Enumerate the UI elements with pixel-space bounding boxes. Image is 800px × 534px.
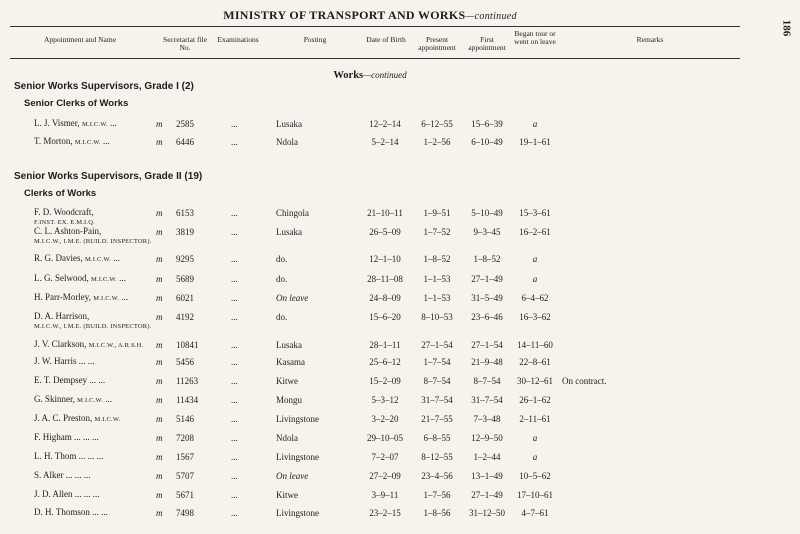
present-appointment: 21–7–55 (421, 414, 453, 424)
posting: Lusaka (276, 227, 302, 237)
file-number: 2585 (176, 119, 194, 129)
table-row (0, 395, 760, 415)
examinations: ... (231, 254, 238, 264)
tour-date: a (532, 452, 538, 462)
col-header-first: First appointment (468, 35, 506, 52)
tour-date: 15–3–61 (519, 208, 551, 218)
file-number: 11434 (176, 395, 199, 405)
tour-date: 4–7–61 (521, 508, 549, 518)
leader-dots: ... ... ... (74, 432, 99, 442)
date-of-birth: 29–10–05 (367, 433, 403, 443)
first-appointment: 23–6–46 (471, 312, 503, 322)
sex-cell: m (156, 119, 163, 129)
tour-date: 2–11–61 (519, 414, 551, 424)
col-header-appointment: Appointment and Name (43, 35, 117, 44)
posting: Kitwe (276, 490, 298, 500)
leader-dots: ... ... (78, 356, 95, 366)
group-title: Senior Works Supervisors, Grade II (19) (14, 171, 203, 182)
present-appointment: 1–2–56 (423, 137, 451, 147)
file-number: 6153 (176, 208, 194, 218)
date-of-birth: 25–6–12 (369, 357, 401, 367)
table-row (0, 254, 760, 274)
posting: do. (276, 274, 288, 284)
present-appointment: 1–8–52 (423, 254, 451, 264)
first-appointment: 31–5–49 (471, 293, 503, 303)
table-row (0, 208, 760, 228)
table-row (0, 293, 760, 313)
name-cell (34, 452, 152, 461)
sex-cell: m (156, 254, 163, 264)
name-cell (34, 490, 152, 499)
table-row (0, 312, 760, 332)
sex-cell: m (156, 508, 163, 518)
sex-cell: m (156, 414, 163, 424)
staff-name: J. D. Allen (34, 489, 73, 499)
examinations: ... (231, 414, 238, 424)
tour-date: 6–4–62 (521, 293, 549, 303)
header-rule (10, 26, 740, 27)
sex-cell: m (156, 227, 163, 237)
col-header-remarks: Remarks (636, 35, 664, 44)
posting: Ndola (276, 137, 298, 147)
sex-cell: m (156, 312, 163, 322)
file-number: 3819 (176, 227, 194, 237)
tour-date: a (532, 254, 538, 264)
examinations: ... (231, 208, 238, 218)
table-row (0, 137, 760, 157)
group-subtitle: Senior Clerks of Works (24, 98, 129, 109)
date-of-birth: 5–2–14 (371, 137, 399, 147)
file-number: 7208 (176, 433, 194, 443)
examinations: ... (231, 395, 238, 405)
page-number: 186 (779, 19, 792, 37)
col-header-posting: Posting (303, 35, 327, 44)
leader-dots: ... ... ... (78, 451, 104, 461)
posting: Lusaka (276, 340, 302, 350)
col-header-file: Secretariat file No. (163, 35, 207, 52)
sex-cell: m (156, 137, 163, 147)
date-of-birth: 26–5–09 (369, 227, 401, 237)
table-row (0, 471, 760, 491)
name-cell (34, 227, 152, 246)
present-appointment: 6–8–55 (423, 433, 451, 443)
first-appointment: 7–3–48 (473, 414, 501, 424)
file-number: 10841 (176, 340, 199, 350)
posting: Kitwe (276, 376, 298, 386)
name-cell (34, 312, 152, 331)
posting: Livingstone (276, 452, 319, 462)
posting: Mongu (276, 395, 303, 405)
first-appointment: 1–8–52 (473, 254, 501, 264)
examinations: ... (231, 508, 238, 518)
examinations: ... (231, 433, 238, 443)
posting: Chingola (276, 208, 309, 218)
date-of-birth: 7–2–07 (371, 452, 399, 462)
sex-cell: m (156, 376, 163, 386)
table-row (0, 357, 760, 377)
date-of-birth: 21–10–11 (367, 208, 403, 218)
file-number: 5146 (176, 414, 194, 424)
present-appointment: 1–7–56 (423, 490, 451, 500)
present-appointment: 1–1–53 (423, 274, 451, 284)
date-of-birth: 23–2–15 (369, 508, 401, 518)
qualification: M.I.C.W. (93, 295, 120, 302)
tour-date: a (532, 119, 538, 129)
date-of-birth: 3–2–20 (371, 414, 399, 424)
staff-name: J. V. Clarkson, (34, 339, 87, 349)
present-appointment: 1–8–56 (423, 508, 451, 518)
name-cell (34, 376, 152, 385)
present-appointment: 6–12–55 (421, 119, 453, 129)
qualification: M.I.C.W. (85, 256, 111, 263)
examinations: ... (231, 137, 238, 147)
date-of-birth: 28–1–11 (369, 340, 401, 350)
date-of-birth: 24–8–09 (369, 293, 401, 303)
table-row (0, 376, 760, 396)
first-appointment: 27–1–54 (471, 340, 503, 350)
date-of-birth: 12–2–14 (369, 119, 401, 129)
first-appointment: 27–1–49 (471, 490, 503, 500)
qualification: M.I.C.W. (91, 276, 117, 283)
present-appointment: 1–9–51 (423, 208, 451, 218)
examinations: ... (231, 312, 238, 322)
qualification: M.I.C.W. (81, 121, 108, 128)
table-row (0, 433, 760, 453)
staff-name: T. Morton, (34, 136, 73, 146)
qualification: M.I.C.W., I.M.E. (BUILD. INSPECTOR). (34, 323, 152, 330)
staff-name: L. G. Selwood, (34, 273, 89, 283)
table-row (0, 452, 760, 472)
posting: Ndola (276, 433, 298, 443)
file-number: 11263 (176, 376, 199, 386)
staff-name: D. H. Thomson (34, 507, 90, 517)
qualification: M.I.C.W., I.M.E. (BUILD. INSPECTOR). (34, 238, 152, 245)
first-appointment: 13–1–49 (471, 471, 503, 481)
qualification: M.I.C.W. (74, 139, 101, 146)
staff-name: C. L. Ashton-Pain, (34, 226, 102, 236)
tour-date: 30–12–61 (517, 376, 553, 386)
sex-cell: m (156, 395, 163, 405)
leader-dots: ... (103, 136, 110, 146)
name-cell (34, 293, 152, 303)
qualification: F.INST. EX. E.M.I.Q. (34, 219, 95, 226)
present-appointment: 27–1–54 (421, 340, 453, 350)
present-appointment: 8–12–55 (421, 452, 453, 462)
first-appointment: 21–9–48 (471, 357, 503, 367)
name-cell (34, 414, 152, 424)
date-of-birth: 28–11–08 (367, 274, 403, 284)
name-cell (34, 137, 152, 147)
file-number: 5671 (176, 490, 194, 500)
present-appointment: 1–1–53 (423, 293, 451, 303)
present-appointment: 23–4–56 (421, 471, 453, 481)
tour-date: 16–2–61 (519, 227, 551, 237)
tour-date: 10–5–62 (519, 471, 551, 481)
table-row (0, 490, 760, 510)
posting: On leave (276, 293, 309, 303)
first-appointment: 8–7–54 (473, 376, 501, 386)
staff-name: E. T. Dempsey (34, 375, 88, 385)
name-cell (34, 208, 152, 227)
posting: do. (276, 312, 288, 322)
first-appointment: 27–1–49 (471, 274, 503, 284)
section-title: Works—continued (333, 70, 407, 81)
page-title: MINISTRY OF TRANSPORT AND WORKS—continued (223, 8, 517, 22)
name-cell (34, 471, 152, 480)
column-header-rule (10, 58, 740, 59)
examinations: ... (231, 293, 238, 303)
file-number: 6446 (176, 137, 194, 147)
leader-dots: ... ... (89, 375, 106, 385)
staff-name: J. A. C. Preston, (34, 413, 93, 423)
date-of-birth: 27–2–09 (369, 471, 401, 481)
sex-cell: m (156, 433, 163, 443)
file-number: 9295 (176, 254, 194, 264)
file-number: 6021 (176, 293, 194, 303)
leader-dots: ... (110, 118, 117, 128)
examinations: ... (231, 376, 238, 386)
posting: Livingstone (276, 414, 319, 424)
examinations: ... (231, 119, 238, 129)
tour-date: a (532, 433, 538, 443)
staff-name: S. Alker (34, 470, 64, 480)
table-row (0, 227, 760, 247)
examinations: ... (231, 274, 238, 284)
first-appointment: 12–9–50 (471, 433, 503, 443)
col-header-present: Present appointment (418, 35, 456, 52)
tour-date: 22–8–61 (519, 357, 551, 367)
first-appointment: 31–7–54 (471, 395, 503, 405)
name-cell (34, 254, 152, 264)
sex-cell: m (156, 357, 163, 367)
name-cell (34, 340, 152, 350)
leader-dots: ... (113, 253, 120, 263)
name-cell (34, 274, 152, 284)
group-title: Senior Works Supervisors, Grade I (2) (14, 81, 194, 92)
first-appointment: 31–12–50 (469, 508, 505, 518)
qualification: M.I.C.W. (77, 397, 104, 404)
first-appointment: 1–2–44 (473, 452, 501, 462)
table-row (0, 508, 760, 528)
leader-dots: ... ... ... (74, 489, 100, 499)
leader-dots: ... ... ... (65, 470, 91, 480)
sex-cell: m (156, 293, 163, 303)
staff-name: R. G. Davies, (34, 253, 83, 263)
tour-date: a (532, 274, 538, 284)
sex-cell: m (156, 490, 163, 500)
staff-name: L. J. Vismer, (34, 118, 80, 128)
first-appointment: 9–3–45 (473, 227, 501, 237)
table-row (0, 274, 760, 294)
tour-date: 19–1–61 (519, 137, 551, 147)
file-number: 5456 (176, 357, 194, 367)
file-number: 5707 (176, 471, 194, 481)
examinations: ... (231, 227, 238, 237)
present-appointment: 1–7–54 (423, 357, 451, 367)
staff-name: F. D. Woodcraft, (34, 207, 94, 217)
remarks: On contract. (562, 376, 607, 386)
sex-cell: m (156, 452, 163, 462)
name-cell (34, 357, 152, 366)
posting: On leave (276, 471, 309, 481)
file-number: 4192 (176, 312, 194, 322)
qualification: M.I.C.W. (94, 416, 121, 423)
staff-name: G. Skinner, (34, 394, 75, 404)
date-of-birth: 5–3–12 (371, 395, 399, 405)
name-cell (34, 119, 152, 129)
staff-name: L. H. Thom (34, 451, 77, 461)
tour-date: 17–10–61 (517, 490, 553, 500)
staff-name: J. W. Harris (34, 356, 77, 366)
table-row (0, 119, 760, 139)
posting: do. (276, 254, 288, 264)
table-row (0, 414, 760, 434)
leader-dots: ... (121, 292, 129, 302)
posting: Lusaka (276, 119, 302, 129)
name-cell (34, 395, 152, 405)
date-of-birth: 12–1–10 (369, 254, 401, 264)
qualification: M.I.C.W., A.R.S.H. (88, 342, 144, 349)
date-of-birth: 3–9–11 (371, 490, 399, 500)
name-cell (34, 433, 152, 442)
group-subtitle: Clerks of Works (24, 188, 97, 199)
first-appointment: 15–6–39 (471, 119, 503, 129)
present-appointment: 8–7–54 (423, 376, 451, 386)
col-header-exams: Examinations (217, 35, 259, 44)
file-number: 1567 (176, 452, 194, 462)
staff-name: D. A. Harrison, (34, 311, 90, 321)
first-appointment: 5–10–49 (471, 208, 503, 218)
file-number: 5689 (176, 274, 194, 284)
sex-cell: m (156, 471, 163, 481)
leader-dots: ... ... (92, 507, 108, 517)
tour-date: 16–3–62 (519, 312, 551, 322)
present-appointment: 8–10–53 (421, 312, 453, 322)
col-header-tour: Began tour or went on leave (514, 29, 556, 46)
col-header-dob: Date of Birth (366, 35, 406, 44)
sex-cell: m (156, 340, 163, 350)
examinations: ... (231, 357, 238, 367)
present-appointment: 1–7–52 (423, 227, 451, 237)
date-of-birth: 15–6–20 (369, 312, 401, 322)
posting: Kasama (276, 357, 305, 367)
sex-cell: m (156, 274, 163, 284)
staff-name: H. Parr-Morley, (34, 292, 91, 302)
staff-name: F. Higham (34, 432, 72, 442)
file-number: 7498 (176, 508, 194, 518)
examinations: ... (231, 490, 238, 500)
leader-dots: ... (105, 394, 113, 404)
date-of-birth: 15–2–09 (369, 376, 401, 386)
leader-dots: ... (119, 273, 126, 283)
posting: Livingstone (276, 508, 319, 518)
tour-date: 14–11–60 (517, 340, 553, 350)
examinations: ... (231, 471, 238, 481)
name-cell (34, 508, 152, 517)
present-appointment: 31–7–54 (421, 395, 453, 405)
examinations: ... (231, 340, 238, 350)
examinations: ... (231, 452, 238, 462)
tour-date: 26–1–62 (519, 395, 551, 405)
sex-cell: m (156, 208, 163, 218)
first-appointment: 6–10–49 (471, 137, 503, 147)
